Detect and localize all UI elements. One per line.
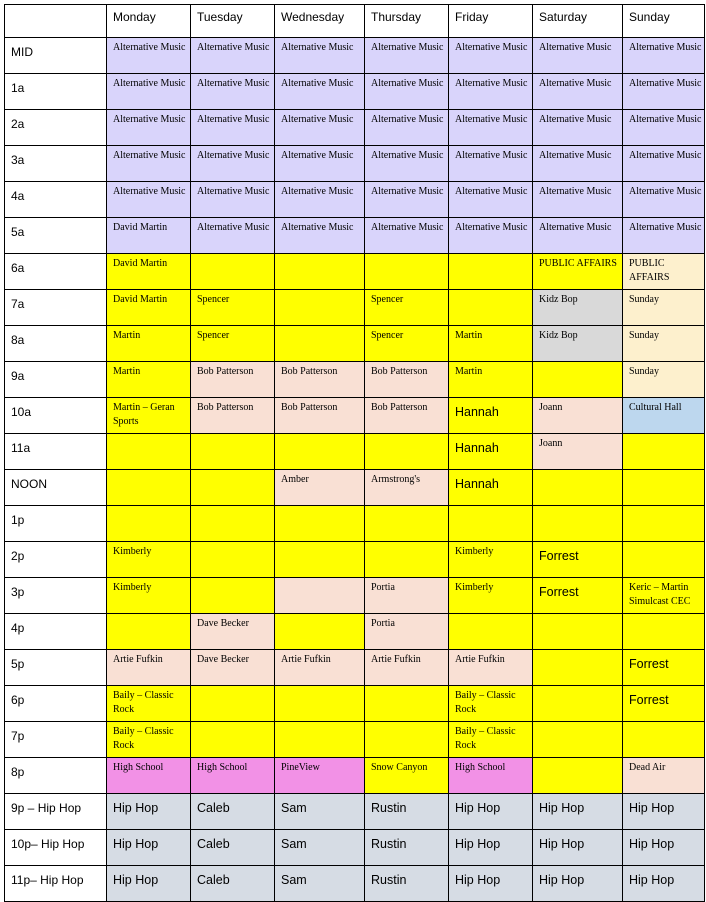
time-slot-label: 11a (5, 434, 107, 470)
schedule-cell: Martin (107, 362, 191, 398)
schedule-cell: Dave Becker (191, 650, 275, 686)
header-cell-tuesday: Tuesday (191, 5, 275, 38)
schedule-cell: PUBLIC AFFAIRS (623, 254, 705, 290)
schedule-cell: Bob Patterson (275, 362, 365, 398)
schedule-cell: Kimberly (449, 578, 533, 614)
schedule-cell: Alternative Music (191, 38, 275, 74)
header-cell-thursday: Thursday (365, 5, 449, 38)
time-slot-label: 2a (5, 110, 107, 146)
schedule-cell: Alternative Music (275, 218, 365, 254)
schedule-cell: Alternative Music (623, 38, 705, 74)
schedule-cell (107, 614, 191, 650)
schedule-cell: Alternative Music (449, 110, 533, 146)
schedule-cell: Alternative Music (623, 182, 705, 218)
schedule-cell: Martin (449, 362, 533, 398)
time-slot-label: 7p (5, 722, 107, 758)
schedule-cell (275, 686, 365, 722)
schedule-cell: Sunday (623, 326, 705, 362)
schedule-cell (623, 434, 705, 470)
schedule-cell: Armstrong's (365, 470, 449, 506)
schedule-cell (533, 614, 623, 650)
schedule-cell: Alternative Music (533, 182, 623, 218)
schedule-cell: Snow Canyon (365, 758, 449, 794)
schedule-cell: Hannah (449, 470, 533, 506)
schedule-cell: Bob Patterson (191, 362, 275, 398)
schedule-cell: Sam (275, 830, 365, 866)
schedule-cell: Alternative Music (275, 110, 365, 146)
schedule-cell: Spencer (365, 290, 449, 326)
schedule-cell: High School (191, 758, 275, 794)
schedule-cell: David Martin (107, 218, 191, 254)
schedule-cell (191, 470, 275, 506)
schedule-cell (623, 722, 705, 758)
schedule-cell: Hip Hop (107, 866, 191, 902)
schedule-cell (191, 506, 275, 542)
schedule-cell: Portia (365, 578, 449, 614)
schedule-cell: Hip Hop (623, 794, 705, 830)
schedule-cell: Hip Hop (533, 794, 623, 830)
schedule-cell: Alternative Music (365, 182, 449, 218)
schedule-cell: Joann (533, 398, 623, 434)
schedule-cell: Alternative Music (107, 110, 191, 146)
schedule-cell: Spencer (191, 290, 275, 326)
header-cell (5, 5, 107, 38)
schedule-cell: Rustin (365, 866, 449, 902)
schedule-cell (449, 506, 533, 542)
schedule-cell: Joann (533, 434, 623, 470)
schedule-cell (191, 722, 275, 758)
schedule-cell: Caleb (191, 830, 275, 866)
schedule-cell: Baily – Classic Rock (449, 686, 533, 722)
schedule-cell: Kidz Bop (533, 290, 623, 326)
schedule-cell (449, 254, 533, 290)
schedule-cell: Rustin (365, 830, 449, 866)
schedule-cell: Martin (107, 326, 191, 362)
schedule-cell: Alternative Music (449, 218, 533, 254)
schedule-cell (533, 758, 623, 794)
schedule-cell: Alternative Music (365, 110, 449, 146)
time-slot-label: 8a (5, 326, 107, 362)
table-row (5, 758, 705, 794)
schedule-cell (275, 326, 365, 362)
schedule-cell: Dave Becker (191, 614, 275, 650)
table-row (5, 542, 705, 578)
schedule-cell: Alternative Music (623, 218, 705, 254)
schedule-cell (533, 650, 623, 686)
schedule-cell (191, 686, 275, 722)
time-slot-label: MID (5, 38, 107, 74)
schedule-cell (275, 722, 365, 758)
schedule-cell (449, 614, 533, 650)
schedule-cell: Sam (275, 794, 365, 830)
schedule-cell: David Martin (107, 290, 191, 326)
schedule-cell (365, 722, 449, 758)
schedule-cell: Martin (449, 326, 533, 362)
schedule-cell: Alternative Music (533, 38, 623, 74)
schedule-cell (365, 542, 449, 578)
schedule-cell: Kimberly (107, 542, 191, 578)
schedule-cell: Hip Hop (449, 830, 533, 866)
schedule-cell: Portia (365, 614, 449, 650)
schedule-cell: Alternative Music (449, 74, 533, 110)
time-slot-label: 6p (5, 686, 107, 722)
time-slot-label: 1a (5, 74, 107, 110)
schedule-cell (275, 506, 365, 542)
schedule-cell: Artie Fufkin (365, 650, 449, 686)
schedule-cell (533, 470, 623, 506)
header-row (5, 5, 705, 38)
schedule-cell: Alternative Music (191, 182, 275, 218)
time-slot-label: 7a (5, 290, 107, 326)
schedule-cell: Alternative Music (275, 74, 365, 110)
schedule-cell: Bob Patterson (365, 398, 449, 434)
schedule-cell (275, 578, 365, 614)
schedule-cell: David Martin (107, 254, 191, 290)
schedule-cell (275, 434, 365, 470)
schedule-cell (533, 362, 623, 398)
schedule-cell (191, 578, 275, 614)
schedule-cell (623, 506, 705, 542)
schedule-cell (533, 686, 623, 722)
header-cell-wednesday: Wednesday (275, 5, 365, 38)
schedule-cell: Alternative Music (533, 218, 623, 254)
schedule-cell: Alternative Music (107, 74, 191, 110)
schedule-cell: Alternative Music (449, 38, 533, 74)
header-cell-sunday: Sunday (623, 5, 705, 38)
schedule-cell: Alternative Music (365, 74, 449, 110)
schedule-cell: Rustin (365, 794, 449, 830)
schedule-cell: Bob Patterson (365, 362, 449, 398)
schedule-cell: High School (449, 758, 533, 794)
schedule-cell: Amber (275, 470, 365, 506)
schedule-cell (107, 434, 191, 470)
schedule-body (5, 38, 705, 902)
table-row (5, 218, 705, 254)
time-slot-label: 1p (5, 506, 107, 542)
schedule-cell: Baily – Classic Rock (449, 722, 533, 758)
time-slot-label: 10a (5, 398, 107, 434)
schedule-cell (191, 434, 275, 470)
table-row (5, 506, 705, 542)
schedule-cell: Bob Patterson (191, 398, 275, 434)
schedule-cell: Alternative Music (191, 218, 275, 254)
schedule-cell: Alternative Music (107, 182, 191, 218)
schedule-cell: Alternative Music (533, 146, 623, 182)
schedule-cell: Alternative Music (449, 182, 533, 218)
table-row (5, 830, 705, 866)
schedule-cell: Dead Air (623, 758, 705, 794)
schedule-cell: Alternative Music (107, 38, 191, 74)
table-row (5, 614, 705, 650)
schedule-cell: Alternative Music (623, 146, 705, 182)
schedule-cell: Alternative Music (191, 74, 275, 110)
table-row (5, 578, 705, 614)
table-row (5, 434, 705, 470)
schedule-cell: Alternative Music (533, 110, 623, 146)
schedule-cell: Martin – Geran Sports (107, 398, 191, 434)
table-row (5, 794, 705, 830)
schedule-cell: Alternative Music (365, 146, 449, 182)
table-row (5, 74, 705, 110)
schedule-cell (275, 290, 365, 326)
table-row (5, 650, 705, 686)
schedule-cell: Hip Hop (533, 830, 623, 866)
schedule-cell: Hip Hop (533, 866, 623, 902)
table-row (5, 146, 705, 182)
schedule-cell (107, 506, 191, 542)
table-row (5, 686, 705, 722)
schedule-cell (533, 506, 623, 542)
schedule-cell: Sunday (623, 362, 705, 398)
table-row (5, 290, 705, 326)
schedule-cell: High School (107, 758, 191, 794)
schedule-cell (365, 686, 449, 722)
schedule-cell: Spencer (365, 326, 449, 362)
schedule-cell (533, 722, 623, 758)
schedule-cell: PUBLIC AFFAIRS (533, 254, 623, 290)
header-cell-friday: Friday (449, 5, 533, 38)
header-cell-monday: Monday (107, 5, 191, 38)
table-row (5, 38, 705, 74)
time-slot-label: 3a (5, 146, 107, 182)
time-slot-label: 4p (5, 614, 107, 650)
schedule-cell (365, 506, 449, 542)
schedule-cell (623, 542, 705, 578)
table-row (5, 326, 705, 362)
schedule-cell: Artie Fufkin (449, 650, 533, 686)
schedule-cell: Forrest (623, 650, 705, 686)
schedule-cell: Kimberly (449, 542, 533, 578)
schedule-cell (623, 470, 705, 506)
schedule-cell: Caleb (191, 794, 275, 830)
schedule-cell: Hip Hop (623, 866, 705, 902)
schedule-cell (365, 434, 449, 470)
schedule-cell: Bob Patterson (275, 398, 365, 434)
time-slot-label: 10p– Hip Hop (5, 830, 107, 866)
time-slot-label: 3p (5, 578, 107, 614)
time-slot-label: 2p (5, 542, 107, 578)
table-row (5, 254, 705, 290)
schedule-cell (275, 542, 365, 578)
table-row (5, 362, 705, 398)
schedule-cell: Keric – Martin Simulcast CEC (623, 578, 705, 614)
schedule-cell (191, 542, 275, 578)
table-row (5, 470, 705, 506)
schedule-cell: Alternative Music (191, 146, 275, 182)
schedule-cell (107, 470, 191, 506)
time-slot-label: NOON (5, 470, 107, 506)
schedule-cell: Alternative Music (275, 146, 365, 182)
schedule-cell: PineView (275, 758, 365, 794)
schedule-cell: Alternative Music (275, 38, 365, 74)
time-slot-label: 6a (5, 254, 107, 290)
time-slot-label: 4a (5, 182, 107, 218)
schedule-cell: Hip Hop (449, 866, 533, 902)
schedule-cell: Sunday (623, 290, 705, 326)
time-slot-label: 5p (5, 650, 107, 686)
schedule-cell: Alternative Music (365, 218, 449, 254)
time-slot-label: 8p (5, 758, 107, 794)
schedule-cell: Hip Hop (107, 794, 191, 830)
schedule-cell: Cultural Hall (623, 398, 705, 434)
schedule-cell: Artie Fufkin (275, 650, 365, 686)
schedule-cell (191, 254, 275, 290)
schedule-cell: Kidz Bop (533, 326, 623, 362)
schedule-cell: Baily – Classic Rock (107, 686, 191, 722)
schedule-cell: Hip Hop (107, 830, 191, 866)
schedule-cell: Spencer (191, 326, 275, 362)
schedule-cell: Hannah (449, 398, 533, 434)
schedule-cell: Artie Fufkin (107, 650, 191, 686)
schedule-cell (623, 614, 705, 650)
schedule-cell: Baily – Classic Rock (107, 722, 191, 758)
schedule-cell: Alternative Music (275, 182, 365, 218)
schedule-cell: Forrest (623, 686, 705, 722)
schedule-table (4, 4, 705, 902)
schedule-cell: Sam (275, 866, 365, 902)
schedule-cell: Hip Hop (623, 830, 705, 866)
schedule-cell (275, 614, 365, 650)
schedule-cell: Alternative Music (623, 74, 705, 110)
schedule-cell (449, 290, 533, 326)
table-row (5, 722, 705, 758)
table-row (5, 398, 705, 434)
schedule-cell: Caleb (191, 866, 275, 902)
time-slot-label: 5a (5, 218, 107, 254)
header-cell-saturday: Saturday (533, 5, 623, 38)
table-row (5, 866, 705, 902)
table-row (5, 110, 705, 146)
schedule-cell: Forrest (533, 578, 623, 614)
time-slot-label: 11p– Hip Hop (5, 866, 107, 902)
schedule-cell: Hip Hop (449, 794, 533, 830)
time-slot-label: 9a (5, 362, 107, 398)
table-row (5, 182, 705, 218)
schedule-cell: Hannah (449, 434, 533, 470)
schedule-cell: Alternative Music (191, 110, 275, 146)
schedule-cell: Alternative Music (365, 38, 449, 74)
schedule-cell (275, 254, 365, 290)
schedule-cell: Alternative Music (533, 74, 623, 110)
schedule-cell (365, 254, 449, 290)
schedule-cell: Forrest (533, 542, 623, 578)
schedule-cell: Kimberly (107, 578, 191, 614)
schedule-cell: Alternative Music (107, 146, 191, 182)
schedule-cell: Alternative Music (449, 146, 533, 182)
schedule-cell: Alternative Music (623, 110, 705, 146)
time-slot-label: 9p – Hip Hop (5, 794, 107, 830)
